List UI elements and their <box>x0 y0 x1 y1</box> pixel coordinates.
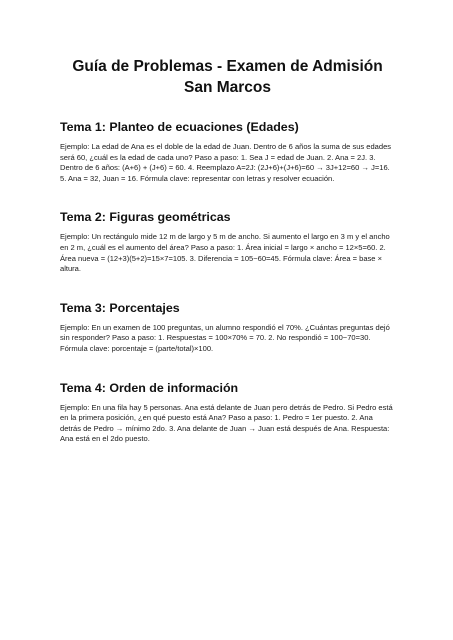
section-heading: Tema 2: Figuras geométricas <box>60 210 231 225</box>
document-title: Guía de Problemas - Examen de Admisión San Marcos <box>72 58 383 96</box>
section-body: Ejemplo: En un examen de 100 preguntas, un alumno respondió el 70%. ¿Cuántas preguntas dejó sin responder? Paso a paso: 1. Respuestas = 100×70% = 70. 2. No respondió = 100−70=30. Fórmula clave: porcentaje = (parte/total)×100. <box>60 322 390 353</box>
section-body: Ejemplo: La edad de Ana es el doble de la edad de Juan. Dentro de 6 años la suma de sus edades será 60, ¿cuál es la edad de cada uno? Paso a paso: 1. Sea J = edad de Juan. 2. Ana = 2J. 3. Dentro de 6 años: (A+6) + (J+6) = 60. 4. Reemplazo A=2J: (2J+6)+(J+6)=60 → 3J+12=60 → J=16. 5. Ana = 32, Juan = 16. Fórmula clave: representar con letras y resolver ecuación. <box>60 142 392 183</box>
section-tema-2 <box>60 210 395 274</box>
section-body: Ejemplo: Un rectángulo mide 12 m de largo y 5 m de ancho. Si aumento el largo en 3 m y el ancho en 2 m, ¿cuál es el aumento del área? Paso a paso: 1. Área inicial = largo × ancho = 12×5=60. 2. Área nueva = (12+3)(5+2)=15×7=105. 3. Diferencia = 105−60=45. Fórmula clave: Área = base × altura. <box>60 232 390 274</box>
section-body: Ejemplo: En una fila hay 5 personas. Ana está delante de Juan pero detrás de Pedro. Si Pedro está en la primera posición, ¿en qué puesto está Ana? Paso a paso: 1. Pedro = 1er puesto. 2. Ana detrás de Pedro → mínimo 2do. 3. Ana delante de Juan → Juan está después de Ana. Respuesta: Ana está en el 2do puesto. <box>60 402 393 444</box>
section-heading: Tema 4: Orden de información <box>60 380 239 395</box>
section-heading: Tema 1: Planteo de ecuaciones (Edades) <box>60 120 299 134</box>
section-tema-1 <box>60 120 395 184</box>
section-tema-3 <box>60 301 395 355</box>
section-tema-4 <box>60 381 395 445</box>
section-heading: Tema 3: Porcentajes <box>60 300 180 315</box>
